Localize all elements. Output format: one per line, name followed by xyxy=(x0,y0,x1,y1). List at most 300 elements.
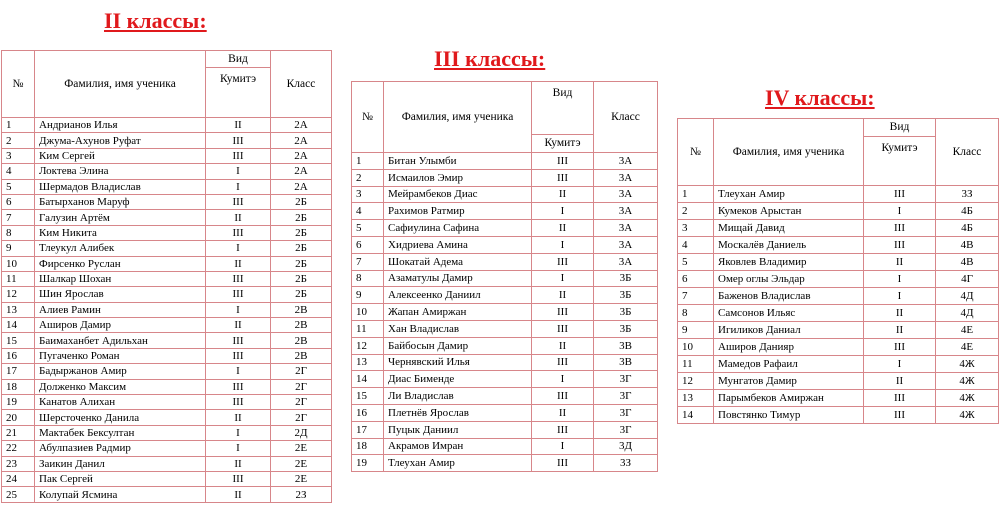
student-name: Ли Владислав xyxy=(384,388,532,405)
kumite-level: III xyxy=(532,169,594,186)
header-class: Класс xyxy=(594,82,658,153)
table-row xyxy=(352,337,658,354)
row-number: 25 xyxy=(2,487,35,502)
grade4-heading: IV классы: xyxy=(765,85,875,110)
header-number: № xyxy=(352,82,384,153)
table-row xyxy=(678,186,999,203)
table-row xyxy=(2,133,332,148)
table-row xyxy=(2,210,332,225)
kumite-level: I xyxy=(864,203,936,220)
student-name: Пуцык Даниил xyxy=(384,421,532,438)
table-row xyxy=(352,270,658,287)
class-name: 2Г xyxy=(271,395,332,410)
student-name: Аширов Данияр xyxy=(714,339,864,356)
table-row xyxy=(2,425,332,440)
row-number: 17 xyxy=(352,421,384,438)
class-name: 4Б xyxy=(936,220,999,237)
student-name: Акрамов Имран xyxy=(384,438,532,455)
student-name: Шалкар Шохан xyxy=(35,271,206,286)
table-row xyxy=(2,256,332,271)
table-row xyxy=(352,236,658,253)
class-name: 2А xyxy=(271,164,332,179)
class-name: 4Г xyxy=(936,271,999,288)
table-row xyxy=(352,354,658,371)
kumite-level: III xyxy=(206,348,271,363)
student-name: Колупай Ясмина xyxy=(35,487,206,502)
class-name: 4Ж xyxy=(936,373,999,390)
class-name: 2В xyxy=(271,333,332,348)
student-name: Чернявский Илья xyxy=(384,354,532,371)
student-name: Мамедов Рафаил xyxy=(714,356,864,373)
table-row xyxy=(352,320,658,337)
header-name: Фамилия, имя ученика xyxy=(714,119,864,186)
class-name: 2А xyxy=(271,148,332,163)
student-name: Ким Никита xyxy=(35,225,206,240)
class-name: 3Г xyxy=(594,388,658,405)
student-name: Омер оглы Эльдар xyxy=(714,271,864,288)
student-name: Пак Сергей xyxy=(35,471,206,486)
table-row xyxy=(352,371,658,388)
kumite-level: I xyxy=(532,203,594,220)
table-row xyxy=(352,455,658,472)
kumite-level: II xyxy=(532,220,594,237)
class-name: 2В xyxy=(271,302,332,317)
table-row xyxy=(678,339,999,356)
row-number: 2 xyxy=(678,203,714,220)
row-number: 14 xyxy=(678,407,714,424)
kumite-level: I xyxy=(532,371,594,388)
class-name: 3А xyxy=(594,236,658,253)
student-name: Хидриева Амина xyxy=(384,236,532,253)
table-row xyxy=(678,322,999,339)
kumite-level: III xyxy=(864,339,936,356)
kumite-level: III xyxy=(532,354,594,371)
class-name: 2В xyxy=(271,318,332,333)
table-row xyxy=(2,395,332,410)
student-name: Москалёв Даниель xyxy=(714,237,864,254)
class-name: 2Б xyxy=(271,287,332,302)
table-row xyxy=(2,225,332,240)
student-name: Рахимов Ратмир xyxy=(384,203,532,220)
student-name: Исмаилов Эмир xyxy=(384,169,532,186)
row-number: 7 xyxy=(352,253,384,270)
student-name: Шин Ярослав xyxy=(35,287,206,302)
class-name: 2Б xyxy=(271,241,332,256)
student-name: Жапан Амиржан xyxy=(384,304,532,321)
class-name: 4Е xyxy=(936,339,999,356)
class-name: 3А xyxy=(594,169,658,186)
table-row xyxy=(678,356,999,373)
kumite-level: I xyxy=(206,179,271,194)
kumite-level: III xyxy=(532,421,594,438)
header-type: Вид xyxy=(206,51,271,68)
class-name: 3З xyxy=(594,455,658,472)
header-kumite: Кумитэ xyxy=(864,137,936,186)
class-name: 4Ж xyxy=(936,390,999,407)
student-name: Алексеенко Даниил xyxy=(384,287,532,304)
student-name: Мактабек Бексултан xyxy=(35,425,206,440)
grade2-table xyxy=(1,50,332,503)
row-number: 13 xyxy=(678,390,714,407)
class-name: 3Д xyxy=(594,438,658,455)
kumite-level: III xyxy=(864,186,936,203)
class-name: 3А xyxy=(594,203,658,220)
row-number: 12 xyxy=(678,373,714,390)
row-number: 1 xyxy=(678,186,714,203)
table-row xyxy=(2,487,332,502)
student-name: Парымбеков Амиржан xyxy=(714,390,864,407)
kumite-level: II xyxy=(206,456,271,471)
class-name: 3А xyxy=(594,153,658,170)
table-row xyxy=(678,220,999,237)
class-name: 3В xyxy=(594,337,658,354)
kumite-level: III xyxy=(532,455,594,472)
row-number: 12 xyxy=(2,287,35,302)
row-number: 23 xyxy=(2,456,35,471)
grade4-table xyxy=(677,118,999,424)
row-number: 4 xyxy=(2,164,35,179)
student-name: Алиев Рамин xyxy=(35,302,206,317)
row-number: 6 xyxy=(678,271,714,288)
kumite-level: II xyxy=(206,210,271,225)
kumite-level: I xyxy=(864,271,936,288)
kumite-level: III xyxy=(864,390,936,407)
row-number: 4 xyxy=(678,237,714,254)
student-name: Аширов Дамир xyxy=(35,318,206,333)
class-name: 4Д xyxy=(936,288,999,305)
kumite-level: III xyxy=(532,320,594,337)
kumite-level: II xyxy=(532,404,594,421)
class-name: 2З xyxy=(271,487,332,502)
row-number: 16 xyxy=(352,404,384,421)
class-name: 3Г xyxy=(594,371,658,388)
row-number: 17 xyxy=(2,364,35,379)
row-number: 12 xyxy=(352,337,384,354)
header-kumite: Кумитэ xyxy=(206,68,271,118)
class-name: 2Г xyxy=(271,364,332,379)
student-name: Ким Сергей xyxy=(35,148,206,163)
class-name: 2Е xyxy=(271,441,332,456)
header-class: Класс xyxy=(936,119,999,186)
row-number: 16 xyxy=(2,348,35,363)
row-number: 6 xyxy=(2,194,35,209)
row-number: 18 xyxy=(2,379,35,394)
table-row xyxy=(678,390,999,407)
grade3-rows xyxy=(352,153,658,472)
row-number: 19 xyxy=(2,395,35,410)
table-row xyxy=(352,438,658,455)
table-row xyxy=(2,287,332,302)
kumite-level: I xyxy=(864,356,936,373)
row-number: 5 xyxy=(352,220,384,237)
student-name: Повстянко Тимур xyxy=(714,407,864,424)
row-number: 10 xyxy=(2,256,35,271)
row-number: 14 xyxy=(352,371,384,388)
table-row xyxy=(678,237,999,254)
row-number: 5 xyxy=(2,179,35,194)
kumite-level: III xyxy=(864,220,936,237)
kumite-level: II xyxy=(532,186,594,203)
student-name: Абулпазиев Радмир xyxy=(35,441,206,456)
student-name: Долженко Максим xyxy=(35,379,206,394)
row-number: 19 xyxy=(352,455,384,472)
student-name: Баимаханбет Адильхан xyxy=(35,333,206,348)
kumite-level: I xyxy=(206,364,271,379)
row-number: 8 xyxy=(678,305,714,322)
class-name: 3Г xyxy=(594,421,658,438)
class-name: 3В xyxy=(594,354,658,371)
kumite-level: III xyxy=(206,271,271,286)
class-name: 4Б xyxy=(936,203,999,220)
kumite-level: I xyxy=(864,288,936,305)
table-row xyxy=(2,302,332,317)
row-number: 2 xyxy=(352,169,384,186)
student-name: Бадыржанов Амир xyxy=(35,364,206,379)
student-name: Локтева Элина xyxy=(35,164,206,179)
kumite-level: III xyxy=(532,253,594,270)
table-row xyxy=(678,203,999,220)
table-row xyxy=(352,304,658,321)
grade3-table xyxy=(351,81,658,472)
student-name: Игиликов Даниал xyxy=(714,322,864,339)
row-number: 1 xyxy=(352,153,384,170)
student-name: Мейрамбеков Диас xyxy=(384,186,532,203)
row-number: 5 xyxy=(678,254,714,271)
table-row xyxy=(352,220,658,237)
student-name: Плетнёв Ярослав xyxy=(384,404,532,421)
row-number: 14 xyxy=(2,318,35,333)
kumite-level: III xyxy=(206,194,271,209)
table-row xyxy=(352,169,658,186)
kumite-level: II xyxy=(864,254,936,271)
table-row xyxy=(678,305,999,322)
kumite-level: III xyxy=(532,153,594,170)
row-number: 1 xyxy=(2,118,35,133)
student-name: Самсонов Ильяс xyxy=(714,305,864,322)
row-number: 22 xyxy=(2,441,35,456)
student-name: Шерсточенко Данила xyxy=(35,410,206,425)
student-name: Байбосын Дамир xyxy=(384,337,532,354)
table-row xyxy=(2,271,332,286)
class-name: 2В xyxy=(271,348,332,363)
kumite-level: I xyxy=(206,302,271,317)
class-name: 3Г xyxy=(594,404,658,421)
student-name: Андрианов Илья xyxy=(35,118,206,133)
kumite-level: II xyxy=(864,373,936,390)
row-number: 3 xyxy=(352,186,384,203)
grade2-rows xyxy=(2,118,332,503)
row-number: 10 xyxy=(678,339,714,356)
grade4-rows xyxy=(678,186,999,424)
class-name: 4Ж xyxy=(936,407,999,424)
row-number: 24 xyxy=(2,471,35,486)
class-name: 3Б xyxy=(594,270,658,287)
kumite-level: I xyxy=(206,164,271,179)
grade3-heading: III классы: xyxy=(434,46,546,71)
kumite-level: III xyxy=(206,148,271,163)
class-name: 2Г xyxy=(271,410,332,425)
table-row xyxy=(2,148,332,163)
student-name: Шермадов Владислав xyxy=(35,179,206,194)
kumite-level: I xyxy=(206,241,271,256)
class-name: 3А xyxy=(594,253,658,270)
header-class: Класс xyxy=(271,51,332,118)
student-name: Канатов Алихан xyxy=(35,395,206,410)
row-number: 4 xyxy=(352,203,384,220)
class-name: 4Ж xyxy=(936,356,999,373)
student-name: Тлеухан Амир xyxy=(714,186,864,203)
class-name: 2Б xyxy=(271,194,332,209)
row-number: 20 xyxy=(2,410,35,425)
row-number: 3 xyxy=(678,220,714,237)
kumite-level: III xyxy=(532,304,594,321)
kumite-level: II xyxy=(532,337,594,354)
student-name: Мунгатов Дамир xyxy=(714,373,864,390)
table-row xyxy=(2,333,332,348)
student-name: Битан Улымби xyxy=(384,153,532,170)
row-number: 15 xyxy=(352,388,384,405)
kumite-level: III xyxy=(206,471,271,486)
table-row xyxy=(352,388,658,405)
class-name: 2Б xyxy=(271,210,332,225)
class-name: 4Д xyxy=(936,305,999,322)
table-row xyxy=(2,194,332,209)
student-name: Азаматулы Дамир xyxy=(384,270,532,287)
class-name: 2Д xyxy=(271,425,332,440)
student-name: Шокатай Адема xyxy=(384,253,532,270)
class-name: 3Б xyxy=(594,287,658,304)
kumite-level: III xyxy=(206,287,271,302)
header-kumite: Кумитэ xyxy=(532,134,594,152)
header-type: Вид xyxy=(864,119,936,137)
table-row xyxy=(2,164,332,179)
class-name: 2А xyxy=(271,179,332,194)
row-number: 8 xyxy=(352,270,384,287)
table-row xyxy=(678,271,999,288)
kumite-level: I xyxy=(532,270,594,287)
class-name: 4В xyxy=(936,237,999,254)
class-name: 2Е xyxy=(271,456,332,471)
student-name: Галузин Артём xyxy=(35,210,206,225)
row-number: 9 xyxy=(352,287,384,304)
kumite-level: III xyxy=(206,395,271,410)
student-name: Фирсенко Руслан xyxy=(35,256,206,271)
row-number: 3 xyxy=(2,148,35,163)
row-number: 7 xyxy=(2,210,35,225)
class-name: 4Е xyxy=(936,322,999,339)
row-number: 13 xyxy=(2,302,35,317)
row-number: 2 xyxy=(2,133,35,148)
row-number: 6 xyxy=(352,236,384,253)
class-name: 2Б xyxy=(271,256,332,271)
kumite-level: I xyxy=(206,425,271,440)
grade2-heading: II классы: xyxy=(104,8,207,33)
class-name: 2Е xyxy=(271,471,332,486)
student-name: Мищай Давид xyxy=(714,220,864,237)
student-name: Кумеков Арыстан xyxy=(714,203,864,220)
kumite-level: I xyxy=(206,441,271,456)
kumite-level: II xyxy=(206,410,271,425)
student-name: Джума-Ахунов Руфат xyxy=(35,133,206,148)
table-row xyxy=(2,318,332,333)
table-row xyxy=(352,253,658,270)
kumite-level: II xyxy=(864,305,936,322)
kumite-level: III xyxy=(206,133,271,148)
student-name: Сафиулина Сафина xyxy=(384,220,532,237)
kumite-level: III xyxy=(206,225,271,240)
kumite-level: III xyxy=(206,333,271,348)
table-row xyxy=(2,471,332,486)
student-name: Заикин Данил xyxy=(35,456,206,471)
kumite-level: II xyxy=(206,256,271,271)
student-name: Пугаченко Роман xyxy=(35,348,206,363)
student-name: Тлеукул Алибек xyxy=(35,241,206,256)
table-row xyxy=(2,379,332,394)
class-name: 2Б xyxy=(271,271,332,286)
student-name: Яковлев Владимир xyxy=(714,254,864,271)
table-row xyxy=(2,118,332,133)
table-row xyxy=(2,348,332,363)
table-row xyxy=(2,441,332,456)
row-number: 21 xyxy=(2,425,35,440)
table-row xyxy=(2,241,332,256)
class-name: 3Б xyxy=(594,304,658,321)
table-row xyxy=(2,456,332,471)
student-name: Батырханов Маруф xyxy=(35,194,206,209)
row-number: 11 xyxy=(352,320,384,337)
table-row xyxy=(352,404,658,421)
student-name: Тлеухан Амир xyxy=(384,455,532,472)
table-row xyxy=(678,373,999,390)
kumite-level: II xyxy=(206,487,271,502)
row-number: 8 xyxy=(2,225,35,240)
header-name: Фамилия, имя ученика xyxy=(384,82,532,153)
row-number: 9 xyxy=(2,241,35,256)
table-row xyxy=(2,179,332,194)
kumite-level: III xyxy=(206,379,271,394)
row-number: 15 xyxy=(2,333,35,348)
kumite-level: I xyxy=(532,438,594,455)
class-name: 3А xyxy=(594,220,658,237)
kumite-level: II xyxy=(864,322,936,339)
table-row xyxy=(352,287,658,304)
student-name: Баженов Владислав xyxy=(714,288,864,305)
header-number: № xyxy=(678,119,714,186)
class-name: 2Б xyxy=(271,225,332,240)
row-number: 13 xyxy=(352,354,384,371)
class-name: 3А xyxy=(594,186,658,203)
row-number: 9 xyxy=(678,322,714,339)
class-name: 2А xyxy=(271,118,332,133)
class-name: 2Г xyxy=(271,379,332,394)
row-number: 18 xyxy=(352,438,384,455)
header-name: Фамилия, имя ученика xyxy=(35,51,206,118)
kumite-level: III xyxy=(532,388,594,405)
header-type: Вид xyxy=(532,82,594,135)
row-number: 11 xyxy=(2,271,35,286)
class-name: 4В xyxy=(936,254,999,271)
table-row xyxy=(352,421,658,438)
class-name: 2А xyxy=(271,133,332,148)
class-name: 3Б xyxy=(594,320,658,337)
table-row xyxy=(2,364,332,379)
table-row xyxy=(352,186,658,203)
header-number: № xyxy=(2,51,35,118)
row-number: 7 xyxy=(678,288,714,305)
class-name: 3З xyxy=(936,186,999,203)
student-name: Хан Владислав xyxy=(384,320,532,337)
table-row xyxy=(678,254,999,271)
